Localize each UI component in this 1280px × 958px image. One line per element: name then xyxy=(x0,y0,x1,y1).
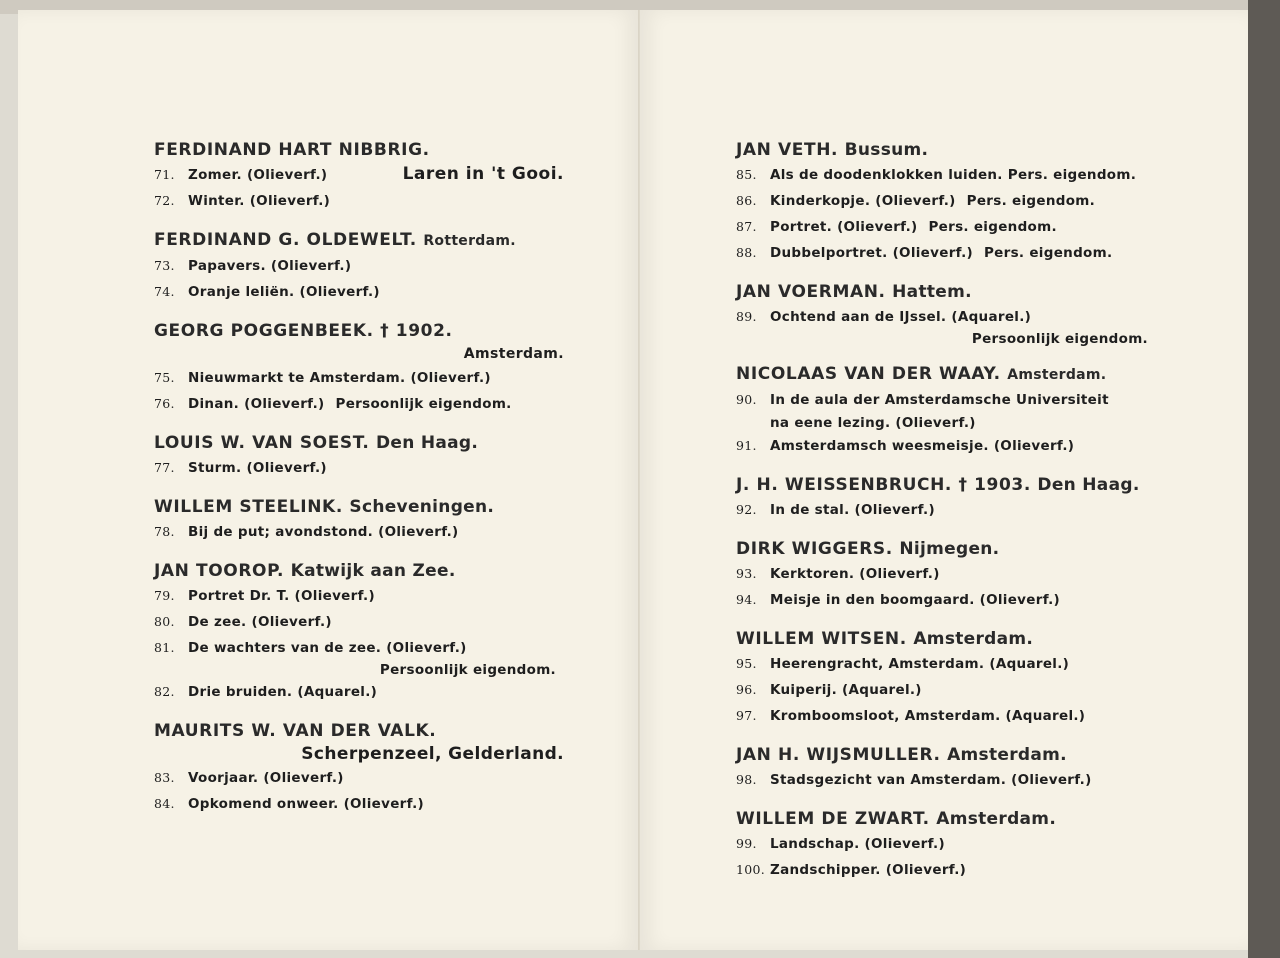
catalog-entry xyxy=(154,228,564,305)
artist-name: JAN VOERMAN. xyxy=(736,282,886,302)
item-title: Papavers. xyxy=(188,258,266,274)
right-page-content xyxy=(736,138,1156,897)
catalog-item xyxy=(154,365,564,391)
item-title: Portret. xyxy=(770,219,833,235)
item-medium: (Olieverf.) xyxy=(270,258,352,274)
artist-heading xyxy=(154,559,564,583)
artist-heading xyxy=(154,431,564,455)
item-title: In de aula der Amsterdamsche Universiteit xyxy=(770,392,1109,408)
item-number: 71. xyxy=(154,167,175,182)
item-title: Voorjaar. xyxy=(188,770,259,786)
item-medium: (Olieverf.) xyxy=(251,614,332,630)
item-title: Stadsgezicht van Amsterdam. xyxy=(770,772,1007,788)
artist-place: Den Haag. xyxy=(375,433,479,453)
artist-place: Amsterdam. xyxy=(913,629,1034,649)
item-title: Oranje leliën. xyxy=(188,284,295,300)
artist-heading xyxy=(154,228,564,253)
item-number: 83. xyxy=(154,770,175,785)
item-number: 91. xyxy=(736,438,757,453)
artist-name: WILLEM STEELINK. xyxy=(154,497,343,517)
catalog-item xyxy=(154,583,564,609)
artist-place: Bussum. xyxy=(844,140,929,160)
item-title: Zandschipper. xyxy=(770,862,881,878)
artist-place: Amsterdam. xyxy=(463,346,564,362)
catalog-item xyxy=(154,391,564,417)
item-title: Kerktoren. xyxy=(770,566,855,582)
catalog-entry xyxy=(736,362,1156,459)
artist-place: Laren in 't Gooi. xyxy=(402,164,564,184)
item-medium: (Olieverf.) xyxy=(892,245,973,261)
artist-heading xyxy=(736,807,1156,831)
item-title: Opkomend onweer. xyxy=(188,796,339,812)
item-ownership: Pers. eigendom. xyxy=(966,193,1096,209)
catalog-item xyxy=(736,188,1156,214)
item-number: 87. xyxy=(736,219,757,234)
catalog-item xyxy=(736,677,1156,703)
catalog-item xyxy=(736,651,1156,677)
artist-place: Katwijk aan Zee. xyxy=(290,561,456,581)
catalog-item xyxy=(154,765,564,791)
artist-place: Amsterdam. xyxy=(936,809,1057,829)
catalog-item xyxy=(154,679,564,705)
item-title: Bij de put; avondstond. xyxy=(188,524,374,540)
artist-name: WILLEM WITSEN. xyxy=(736,629,907,649)
item-ownership: Pers. eigendom. xyxy=(983,245,1113,261)
item-title: Amsterdamsch weesmeisje. xyxy=(770,438,989,454)
catalog-item xyxy=(736,240,1156,266)
catalog-item xyxy=(736,497,1156,523)
catalog-item xyxy=(154,519,564,545)
item-medium: (Olieverf.) xyxy=(875,193,956,209)
artist-place: Nijmegen. xyxy=(899,539,1000,559)
catalog-entry xyxy=(154,431,564,481)
catalog-entry xyxy=(154,719,564,817)
item-medium: (Olieverf.) xyxy=(263,770,344,786)
catalog-entry xyxy=(736,473,1156,523)
catalog-entry xyxy=(154,559,564,705)
catalog-entry xyxy=(154,138,564,214)
item-number: 92. xyxy=(736,502,757,517)
catalog-entry xyxy=(154,495,564,545)
item-number: 84. xyxy=(154,796,175,811)
item-title-continued xyxy=(736,413,1156,433)
item-number: 85. xyxy=(736,167,757,182)
catalog-entry xyxy=(736,537,1156,613)
catalog-entry xyxy=(736,627,1156,729)
catalog-item xyxy=(154,635,564,661)
item-medium: (Olieverf.) xyxy=(299,284,380,300)
artist-place: Hattem. xyxy=(892,282,972,302)
item-number: 82. xyxy=(154,684,175,699)
item-medium: (Olieverf.) xyxy=(378,524,459,540)
item-title: Kromboomsloot, Amsterdam. xyxy=(770,708,1001,724)
artist-heading xyxy=(736,473,1156,497)
item-number: 96. xyxy=(736,682,757,697)
item-number: 99. xyxy=(736,836,757,851)
item-medium: (Olieverf.) xyxy=(410,370,491,386)
item-medium: (Olieverf.) xyxy=(864,836,945,852)
artist-place: Den Haag. xyxy=(1037,475,1140,495)
item-number: 98. xyxy=(736,772,757,787)
catalog-item xyxy=(736,831,1156,857)
item-number: 100. xyxy=(736,862,766,877)
item-number: 76. xyxy=(154,396,175,411)
artist-heading xyxy=(736,362,1156,387)
item-title: Landschap. xyxy=(770,836,860,852)
artist-name: JAN VETH. xyxy=(736,140,839,160)
catalog-item xyxy=(736,162,1156,188)
item-ownership: Pers. eigendom. xyxy=(928,219,1057,235)
item-title: Dubbelportret. xyxy=(770,245,888,261)
catalog-item xyxy=(736,387,1156,413)
catalog-item xyxy=(154,455,564,481)
item-title: De wachters van de zee. xyxy=(188,640,382,656)
item-number: 95. xyxy=(736,656,757,671)
item-number: 86. xyxy=(736,193,757,208)
item-number: 74. xyxy=(154,284,175,299)
catalog-item xyxy=(736,857,1156,883)
item-medium: (Olieverf.) xyxy=(854,502,935,518)
item-title: Portret Dr. T. xyxy=(188,588,290,604)
item-title: Dinan. xyxy=(188,396,240,412)
item-title: Sturm. xyxy=(188,460,242,476)
item-medium: (Aquarel.) xyxy=(989,656,1070,672)
item-title: Kinderkopje. xyxy=(770,193,871,209)
catalog-item xyxy=(154,162,564,188)
item-title: Zomer. xyxy=(188,167,242,183)
artist-heading xyxy=(154,495,564,519)
item-number: 81. xyxy=(154,640,175,655)
catalog-item xyxy=(154,791,564,817)
item-medium: (Olieverf.) xyxy=(1011,772,1092,788)
item-medium: (Olieverf.) xyxy=(895,415,976,431)
item-medium: (Olieverf.) xyxy=(343,796,424,812)
right-page xyxy=(640,10,1248,950)
catalog-item xyxy=(736,304,1156,330)
item-ownership: Persoonlijk eigendom. xyxy=(335,396,512,412)
item-title-cont: na eene lezing. xyxy=(770,415,891,431)
item-medium: (Olieverf.) xyxy=(993,438,1075,454)
item-number: 89. xyxy=(736,309,757,324)
catalog-item xyxy=(154,253,564,279)
catalog-entry xyxy=(736,138,1156,266)
catalog-entry xyxy=(736,807,1156,883)
item-title: Winter. xyxy=(188,193,245,209)
artist-heading xyxy=(736,537,1156,561)
artist-heading xyxy=(736,743,1156,767)
item-medium: (Olieverf.) xyxy=(837,219,918,235)
catalog-item xyxy=(154,609,564,635)
catalog-item xyxy=(736,767,1156,793)
item-number: 77. xyxy=(154,460,175,475)
catalog-item xyxy=(736,561,1156,587)
item-number: 90. xyxy=(736,392,757,407)
artist-heading xyxy=(736,138,1156,162)
artist-name: WILLEM DE ZWART. xyxy=(736,809,930,829)
item-medium: (Aquarel.) xyxy=(951,309,1032,325)
artist-name: J. H. WEISSENBRUCH. † 1903. xyxy=(736,475,1031,495)
item-number: 73. xyxy=(154,258,175,273)
item-number: 79. xyxy=(154,588,175,603)
item-number: 75. xyxy=(154,370,175,385)
artist-name: FERDINAND HART NIBBRIG. xyxy=(154,140,430,160)
catalog-item xyxy=(154,279,564,305)
item-ownership: Persoonlijk eigendom. xyxy=(971,331,1148,347)
item-ownership: Pers. eigendom. xyxy=(1007,167,1137,183)
artist-place: Amsterdam. xyxy=(947,745,1067,765)
catalog-item xyxy=(736,587,1156,613)
item-ownership: Persoonlijk eigendom. xyxy=(379,662,556,678)
item-number: 88. xyxy=(736,245,757,260)
catalog-entry xyxy=(736,280,1156,348)
item-number: 93. xyxy=(736,566,757,581)
catalog-entry xyxy=(736,743,1156,793)
item-medium: (Olieverf.) xyxy=(386,640,467,656)
item-medium: (Olieverf.) xyxy=(294,588,375,604)
item-title: De zee. xyxy=(188,614,247,630)
item-medium: (Olieverf.) xyxy=(885,862,967,878)
catalog-item xyxy=(736,433,1156,459)
artist-name: MAURITS W. VAN DER VALK. xyxy=(154,721,437,741)
item-medium: (Olieverf.) xyxy=(244,396,325,412)
item-medium: (Aquarel.) xyxy=(297,684,378,700)
artist-place: Scheveningen. xyxy=(349,497,495,517)
artist-place: Amsterdam. xyxy=(1007,367,1107,383)
item-title: Als de doodenklokken luiden. xyxy=(770,167,1003,183)
item-number: 94. xyxy=(736,592,757,607)
artist-name: NICOLAAS VAN DER WAAY. xyxy=(736,364,1001,384)
artist-place: Rotterdam. xyxy=(423,233,516,249)
catalog-item xyxy=(736,703,1156,729)
artist-heading xyxy=(736,627,1156,651)
item-medium: (Aquarel.) xyxy=(1005,708,1086,724)
item-medium: (Olieverf.) xyxy=(246,167,328,183)
artist-name: GEORG POGGENBEEK. † 1902. xyxy=(154,321,453,341)
item-number: 80. xyxy=(154,614,175,629)
item-number: 97. xyxy=(736,708,757,723)
catalog-item xyxy=(154,188,564,214)
catalog-item xyxy=(736,214,1156,240)
artist-name: FERDINAND G. OLDEWELT. xyxy=(154,230,417,250)
artist-name: JAN TOOROP. xyxy=(154,561,285,581)
artist-place: Scherpenzeel, Gelderland. xyxy=(301,744,564,764)
item-title: Kuiperij. xyxy=(770,682,838,698)
item-medium: (Olieverf.) xyxy=(246,460,327,476)
item-title: Drie bruiden. xyxy=(188,684,293,700)
item-medium: (Aquarel.) xyxy=(842,682,922,698)
item-title: In de stal. xyxy=(770,502,850,518)
item-number: 72. xyxy=(154,193,175,208)
item-medium: (Olieverf.) xyxy=(979,592,1061,608)
book-cover-edge xyxy=(1248,0,1280,958)
item-medium: (Olieverf.) xyxy=(249,193,331,209)
left-page-content xyxy=(154,138,564,831)
item-number: 78. xyxy=(154,524,175,539)
artist-name: DIRK WIGGERS. xyxy=(736,539,893,559)
artist-name: JAN H. WIJSMULLER. xyxy=(736,745,941,765)
item-title: Heerengracht, Amsterdam. xyxy=(770,656,985,672)
catalog-entry xyxy=(154,319,564,417)
item-title: Ochtend aan de IJssel. xyxy=(770,309,947,325)
left-page xyxy=(18,10,638,950)
item-title: Nieuwmarkt te Amsterdam. xyxy=(188,370,406,386)
artist-heading xyxy=(736,280,1156,304)
artist-name: LOUIS W. VAN SOEST. xyxy=(154,433,370,453)
item-title: Meisje in den boomgaard. xyxy=(770,592,975,608)
item-medium: (Olieverf.) xyxy=(859,566,940,582)
